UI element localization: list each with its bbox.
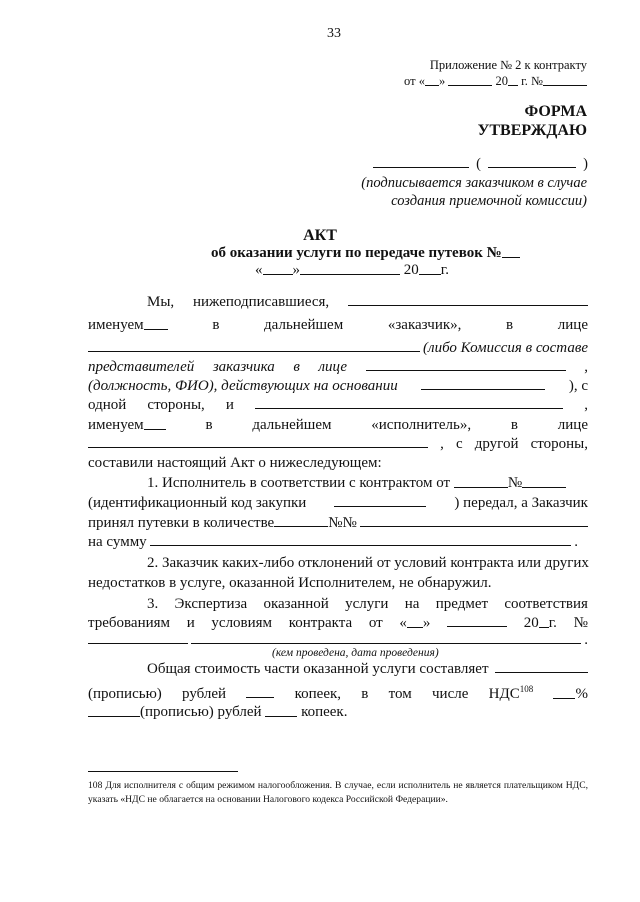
body-line-1: Мы, нижеподписавшиеся, — [147, 294, 588, 311]
item1-line3: принял путевки в количестве №№ — [88, 515, 588, 532]
page-number: 33 — [327, 26, 341, 41]
footnote-text: 108 Для исполнителя с общим режимом налогообложения. В случае, если исполнитель не является плательщиком НДС, указать «НДС не облагается на основании Налогового кодекса Российской Федерации». — [88, 780, 588, 805]
sign-note-2: создания приемочной комиссии) — [391, 193, 587, 209]
blank-number — [543, 84, 587, 86]
blank-day — [425, 84, 439, 86]
body-line-5: (должность, ФИО), действующих на основании ), с — [88, 378, 588, 394]
approve-label: УТВЕРЖДАЮ — [477, 122, 587, 139]
body-line-2: именуем в дальнейшем «заказчик», в лице — [88, 317, 588, 333]
body-line-8: , с другой стороны, — [88, 436, 588, 453]
item2-line2: недостатков в услуге, оказанной Исполнителем, не обнаружил. — [88, 575, 492, 591]
act-date: « » 20 г. — [255, 262, 449, 278]
item3-line3: . — [88, 632, 588, 649]
item3-line1: 3. Экспертиза оказанной услуги на предмет соответствия — [147, 596, 588, 612]
item2-line1: 2. Заказчик каких-либо отклонений от условий контракта или других — [147, 555, 589, 571]
appendix-line2: от « » 20 г. № — [404, 74, 587, 89]
item1-line1: 1. Исполнитель в соответствии с контрактом от № — [147, 475, 566, 492]
body-line-7: именуем в дальнейшем «исполнитель», в лице — [88, 417, 588, 433]
item1-line4: на сумму . — [88, 534, 578, 550]
item3-note: (кем проведена, дата проведения) — [272, 647, 439, 659]
footnote-separator — [88, 771, 238, 772]
body-line-4: представителей заказчика в лице , — [88, 359, 588, 375]
act-title: АКТ — [303, 227, 337, 244]
blank-month — [448, 84, 492, 86]
body-line-3: (либо Комиссия в составе — [88, 340, 588, 357]
appendix-line1: Приложение № 2 к контракту — [429, 58, 587, 72]
cost-line2: (прописью) рублей копеек, в том числе НДС$^{108}$ % — [88, 684, 588, 702]
form-label: ФОРМА — [524, 103, 587, 120]
body-line-9: составили настоящий Акт о нижеследующем: — [88, 455, 382, 471]
act-subtitle: об оказании услуги по передаче путевок № — [211, 245, 520, 262]
blank-year — [508, 84, 518, 86]
body-line-6: одной стороны, и , — [88, 397, 588, 413]
item3-line2: требованиям и условиям контракта от « » 20 г. № — [88, 615, 588, 631]
cost-line1: Общая стоимость части оказанной услуги составляет — [147, 661, 588, 678]
item1-line2: (идентификационный код закупки ) передал, а Заказчик — [88, 495, 588, 511]
cost-line3: (прописью) рублей копеек. — [88, 704, 347, 721]
sign-note-1: (подписывается заказчиком в случае — [361, 175, 587, 191]
signature-line: ( ) — [373, 156, 588, 173]
